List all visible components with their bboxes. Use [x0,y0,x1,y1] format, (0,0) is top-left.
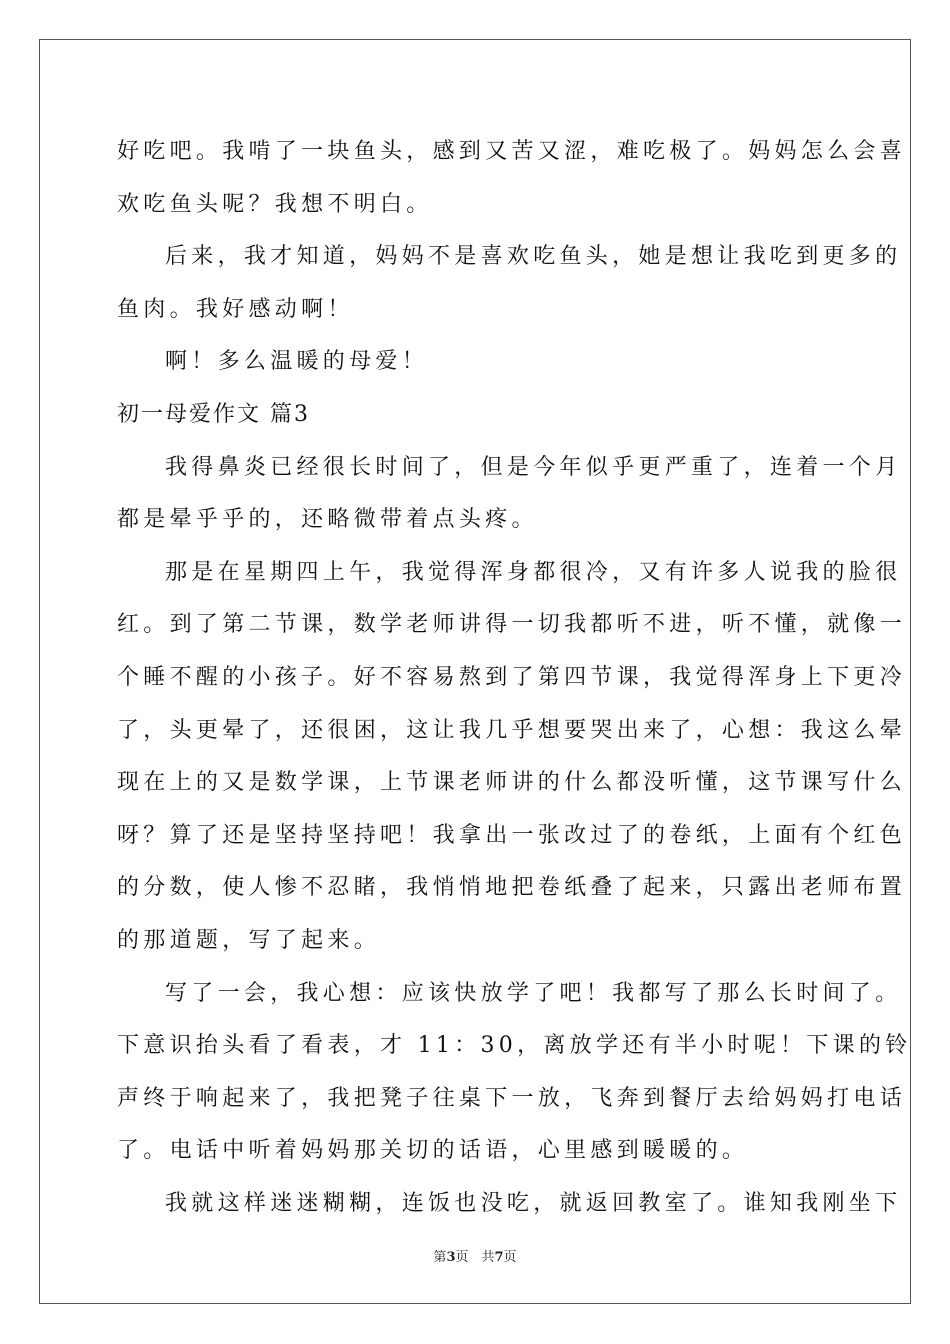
text-line: 声终于响起来了，我把凳子往桌下一放，飞奔到餐厅去给妈妈打电话 [117,1085,907,1111]
current-page-number: 3 [446,1250,456,1265]
paragraph-start-line: 写了一会，我心想：应该快放学了吧！我都写了那么长时间了。 [165,980,902,1006]
paragraph-start-line: 我得鼻炎已经很长时间了，但是今年似乎更严重了，连着一个月 [165,454,902,480]
section-heading: 初一母爱作文 篇3 [117,401,310,427]
page-number-middle: 页 共 [455,1250,495,1265]
text-line: 个睡不醒的小孩子。好不容易熬到了第四节课，我觉得浑身上下更冷 [117,664,907,690]
paragraph-start-line: 啊！多么温暖的母爱！ [165,349,429,375]
text-line: 都是晕乎乎的，还略微带着点头疼。 [117,507,538,533]
text-line: 好吃吧。我啃了一块鱼头，感到又苦又涩，难吃极了。妈妈怎么会喜 [117,139,907,164]
text-line: 欢吃鱼头呢？我想不明白。 [117,191,433,217]
text-line: 红。到了第二节课，数学老师讲得一切我都听不进，听不懂，就像一 [117,612,907,638]
text-line: 的那道题，写了起来。 [117,927,381,953]
paragraph-start-line: 那是在星期四上午，我觉得浑身都很冷，又有许多人说我的脸很 [165,559,902,585]
text-line: 现在上的又是数学课，上节课老师讲的什么都没听懂，这节课写什么 [117,770,907,796]
total-pages-number: 7 [494,1250,504,1265]
paragraph-start-line: 后来，我才知道，妈妈不是喜欢吃鱼头，她是想让我吃到更多的 [165,244,902,270]
text-line: 了，头更晕了，还很困，这让我几乎想要哭出来了，心想：我这么晕 [117,717,907,743]
text-line: 了。电话中听着妈妈那关切的话语，心里感到暖暖的。 [117,1138,749,1164]
text-line: 下意识抬头看了看表，才 11：30，离放学还有半小时呢！下课的铃 [117,1033,912,1059]
page-number-prefix: 第 [433,1250,447,1265]
text-line: 的分数，使人惨不忍睹，我悄悄地把卷纸叠了起来，只露出老师布置 [117,875,907,901]
page-number-suffix: 页 [503,1250,517,1265]
page-footer [0,1246,950,1265]
text-line: 鱼肉。我好感动啊！ [117,296,354,322]
document-body [117,126,912,1230]
text-line: 呀？算了还是坚持坚持吧！我拿出一张改过了的卷纸，上面有个红色 [117,822,907,848]
paragraph-start-line: 我就这样迷迷糊糊，连饭也没吃，就返回教室了。谁知我刚坐下 [165,1190,902,1216]
